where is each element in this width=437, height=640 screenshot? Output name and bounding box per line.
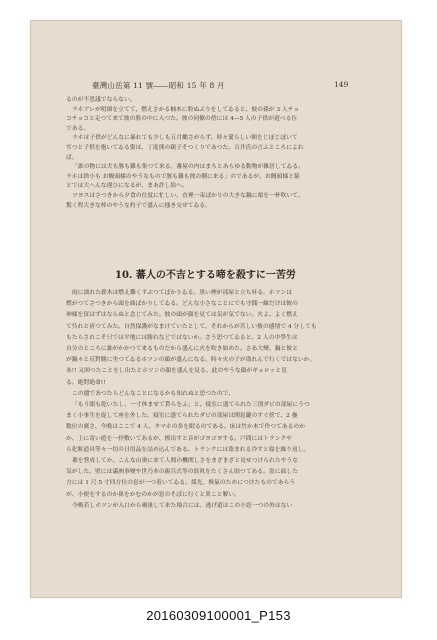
text-line: ぢつと子供を抱いてゐる姿は、丁度熊の親子そつくりであつた。吉井氏の言ふところによれ bbox=[66, 144, 304, 151]
text-line: が鍋々と反對側に坐つてゐるホツンの顔が盛んになる。時々火の子が盗れんで行くではないか。 bbox=[66, 357, 316, 364]
image-caption: 20160309100001_P153 bbox=[146, 608, 291, 623]
text-line: る。絶對絶命!! bbox=[66, 379, 106, 386]
text-line: 蕃を營成してか、こんな山奥に来て人間の機関しさをまざまざと見せつけられたやうな bbox=[72, 458, 299, 465]
text-line: ら化粧道具等々一切の日用品を詰め込んである。トランクには盗まれる冷すと寝を繰り返し。 bbox=[66, 446, 310, 453]
text-line: 今晩若しホツンが入口から覗量して来た場合には、逃げ道はこの小窓一つの外はない bbox=[72, 502, 293, 509]
text-line: が、小便をするのか鼻をかむのかが窓のそばに行くと異こと解い。 bbox=[66, 491, 240, 498]
text-line: ラホアレが明細を立てて、燃えさかる柚木に股ぬぶりをしてゐると、彼の孫が 3 人チョ bbox=[72, 106, 300, 113]
text-line: ラホは子供がどんなに暴れても少しも五月蝿さがらず、時々愛らしい額をじぼじぼいて bbox=[72, 135, 298, 142]
lower-text-block bbox=[66, 288, 371, 512]
text-line: である。 bbox=[66, 125, 90, 132]
text-line: て呉れと祈つてみた。自然保護がなまけていたとして、それからが苦しい彼の感情で 4 分しても bbox=[66, 323, 317, 330]
text-line: もたらされこそ只では平地には勝れなどではないか。さう思つてゐると、2 人の中學生は bbox=[66, 334, 298, 341]
page-number: 149 bbox=[334, 80, 349, 89]
text-line: 「もう眼も乾いたし、一寸休ませて貰らをふ」と、寝室に盛てられた三別ダビの部屋にうつ bbox=[72, 402, 310, 409]
text-line: 数位の廣さ、今晩はここで 4 人、タマホの多を眠るのである。床は竹か木で作つてあるのか bbox=[66, 424, 306, 431]
text-line: か、上に寄い遊を一拝敷いてあるが、擦出すと音がゴヨゴヨする。戸間にはトランクや bbox=[66, 435, 292, 442]
text-line: 燃がつてさつきから頭を曲ばかりしてゐる。どんな小さなことにでも守銭一線だけは彼の bbox=[66, 301, 298, 308]
text-line: とでは大へんな違ひになるが、まあ許し給へ。 bbox=[66, 183, 188, 190]
text-line: 方には 1 尺 5 寸四方位の窓が一つ着いてゐる。採光、換氣のためにつけたものであらう bbox=[66, 480, 296, 487]
upper-text-block bbox=[66, 96, 371, 211]
text-line: 雨に濡れた薪木は燃え難くすぶつてばかりゐる。黒い煙が部屋と立ち昇る。ホツンは bbox=[72, 290, 292, 296]
text-line: 驚く程大きな棒のやうな杓子で盛んに搔き交ぜてゐる。 bbox=[66, 202, 211, 209]
text-line: 自分のところに誰がかかつて来るものだから盛んに火を吹き始めた。さあ大變、鍋と彼と bbox=[66, 346, 298, 353]
text-line: あ!! 又困つたことをし出たとホツンの顔を盛んを見る、此のやうな顔がギョロッと見 bbox=[66, 368, 287, 375]
text-line: この儘であつたらどんなことになるかも知れぬと思つたので、 bbox=[72, 390, 235, 397]
text-line: まく小事生を促して座を外した。寝室に盛てられたダビの部屋は開窓鍵のすぐ傍で、2 疊 bbox=[66, 413, 298, 420]
section-heading: 10. 蕃人の不吉とする啼を殺すに一苦労 bbox=[115, 270, 296, 281]
running-header: 臺灣山岳第 11 號――昭和 15 年 8 月 bbox=[92, 81, 225, 90]
text-line: 「誰の物には犬も豚も雞も集つて来る。蕃屋の内はまちとあらゆる動物が雑居してゐる。 bbox=[72, 164, 304, 171]
text-line: 気がした。壁には滿洲事變や世乃本の親兵式等の寫眞をたくさん貼つてある。窓に面した bbox=[66, 469, 298, 476]
text-line: るのが不思議でならない。 bbox=[66, 97, 136, 103]
text-line: 神様を買はずはならぬと念じてみた。彼の頭が顔を見ては気が気でない。火よ、よく燃え bbox=[66, 312, 298, 319]
text-line: ば、 bbox=[66, 154, 78, 161]
text-line: ラホは捨小も お饅頭様のやうなもので豚も雞も彼の側に来る」のであるが、お饅頭様と猿 bbox=[66, 173, 300, 180]
text-line: ツヨスはさつきから夕食の仕度に忙しい。直裡一束ばかりの大きな鍋に栗を一杯吹いて、 bbox=[72, 192, 304, 199]
text-line: コチョコと走つて来て彼の股の中に入つた。彼の同僚の傍には 4―5 人の子供が遊べる位 bbox=[66, 116, 298, 123]
